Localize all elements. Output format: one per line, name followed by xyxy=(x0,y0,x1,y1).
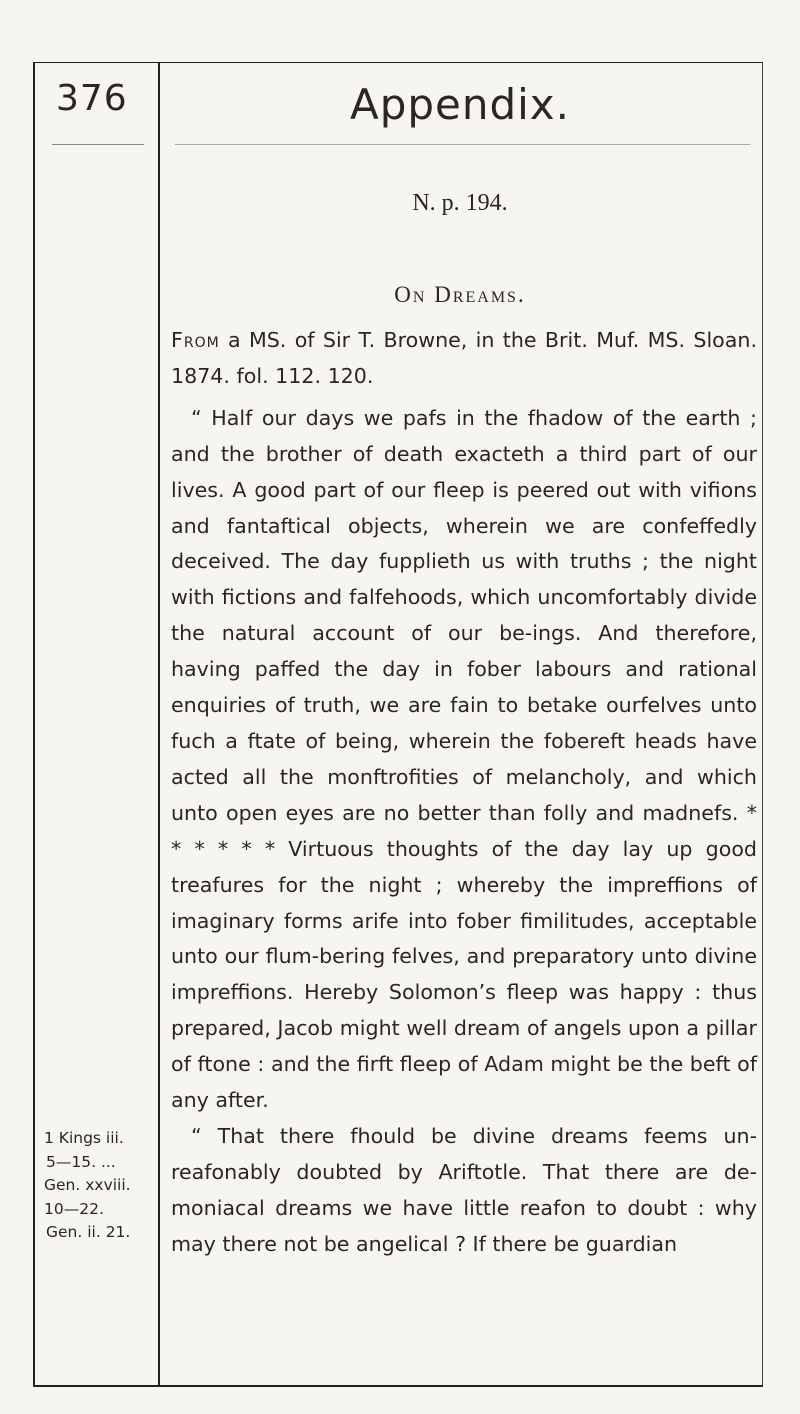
frame-bottom-rule xyxy=(33,1385,763,1387)
margin-notes xyxy=(42,1127,154,1245)
frame-top-rule xyxy=(33,62,763,63)
source-citation xyxy=(171,323,757,395)
header-rule-left xyxy=(52,144,144,145)
running-head: Appendix. xyxy=(349,80,571,129)
frame-right-rule xyxy=(762,62,763,1386)
paragraph: “ Half our days we pafs in the fhadow of the earth ; and the brother of death exacteth a third part of our lives. A good part of our fleep is peered out with vifions and fantaftical objects, wherein we are confeffedly deceived. The day fupplieth us with truths ; the night with fictions and falfehoods, which uncomfortably divide the natural account of our be-ings. And therefore, having paffed the day in fober labours and rational enquiries of truth, we are fain to betake ourfelves unto fuch a ftate of being, wherein the fobereft heads have acted all the monftrofities of melancholy, and which unto open eyes are no better than folly and madnefs. * * * * * * Virtuous thoughts of the day lay up good treafures for the night ; whereby the impreffions of imaginary forms arife into fober fimilitudes, acceptable unto our flum-bering felves, and preparatory unto divine impreffions. Hereby Solomon’s fleep was happy : thus prepared, Jacob might well dream of angels upon a pillar of ftone : and the firft fleep of Adam might be the beft of any after. xyxy=(171,405,757,1113)
note-reference: N. p. 194. xyxy=(412,190,508,216)
margin-note: Gen. xxviii. xyxy=(44,1176,131,1194)
page-number: 376 xyxy=(56,78,128,119)
section-title: On Dreams. xyxy=(394,282,526,307)
paragraph: “ That there fhould be divine dreams feems un-reafonably doubted by Ariftotle. That there are de-moniacal dreams we have little reafon to doubt : why may there not be angelical ? If there be guardian xyxy=(171,1123,757,1256)
margin-divider-rule xyxy=(158,62,160,1386)
source-lead: From xyxy=(171,328,220,352)
margin-note: 5—15. ... xyxy=(46,1152,116,1171)
margin-note: 1 Kings iii. xyxy=(44,1129,124,1147)
margin-note: 10—22. xyxy=(44,1199,104,1218)
header-rule-right xyxy=(175,144,750,145)
source-rest: a MS. of Sir T. Browne, in the Brit. Muf. MS. Sloan. 1874. fol. 112. 120. xyxy=(171,328,757,388)
margin-note: Gen. ii. 21. xyxy=(46,1223,131,1241)
body-text xyxy=(171,323,757,1263)
frame-left-rule xyxy=(33,62,35,1386)
